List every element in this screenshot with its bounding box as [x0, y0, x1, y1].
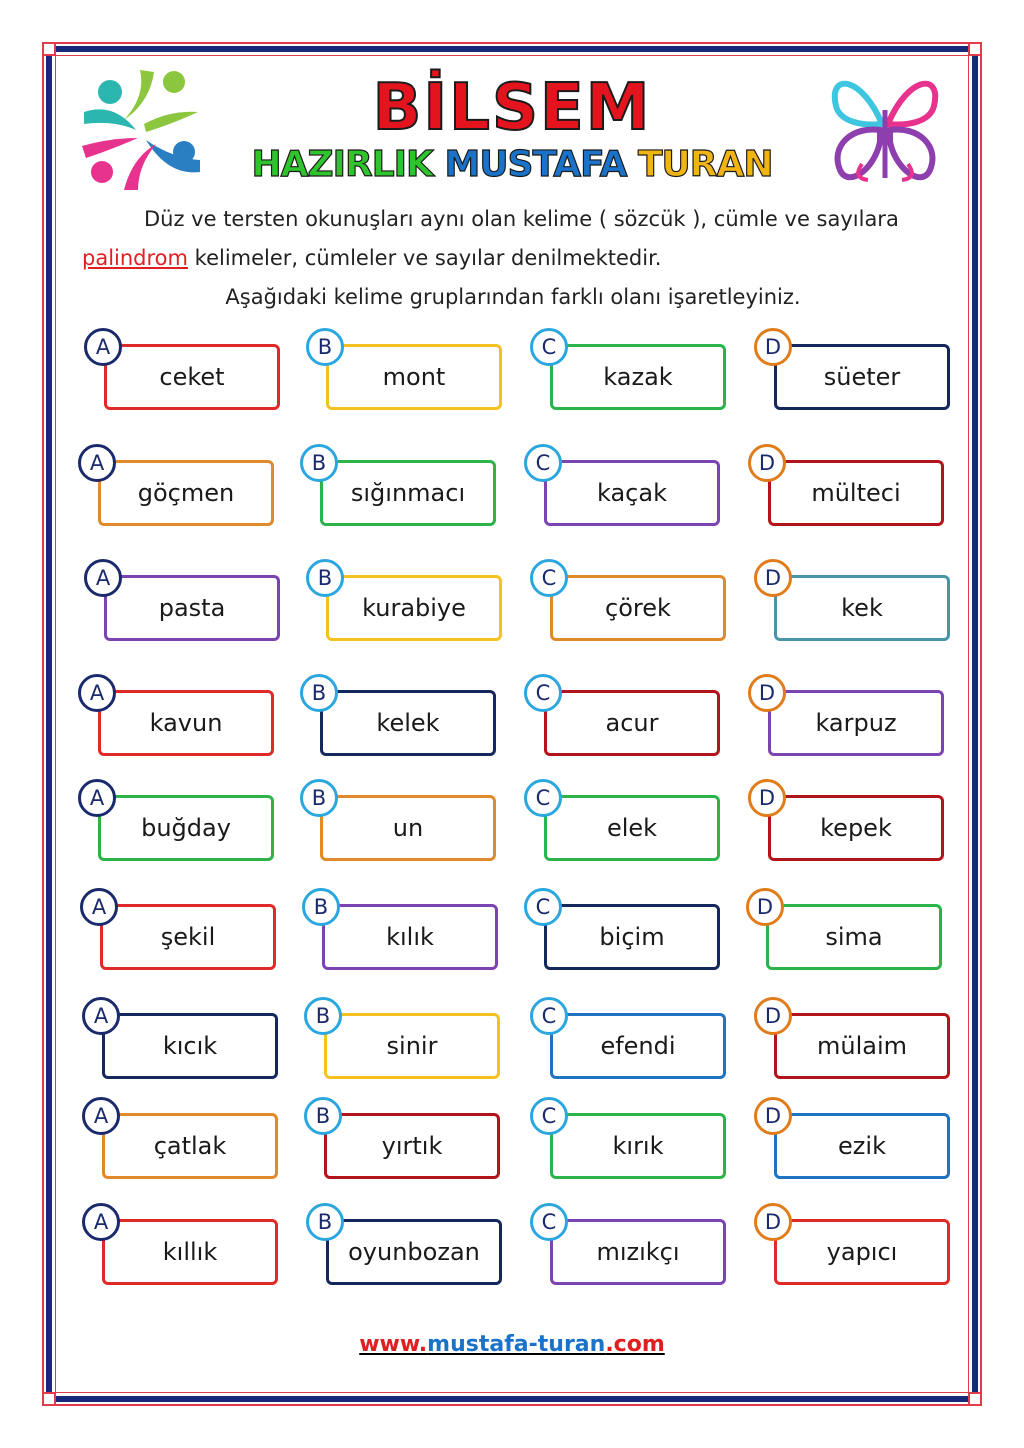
option-letter-badge[interactable]: D	[748, 779, 786, 817]
option-word: kelek	[376, 709, 440, 737]
option-word: çörek	[605, 594, 671, 622]
option-letter-badge[interactable]: B	[304, 997, 342, 1035]
option-card[interactable]	[306, 451, 496, 526]
option-word: mülaim	[816, 1032, 907, 1060]
option-card[interactable]	[90, 566, 280, 641]
url-suffix: .com	[605, 1332, 665, 1357]
option-letter-badge[interactable]: C	[530, 997, 568, 1035]
instructions-question: Aşağıdaki kelime gruplarından farklı olanı işaretleyiniz.	[225, 285, 801, 309]
url-domain: mustafa-turan	[427, 1332, 606, 1357]
option-word: acur	[605, 709, 659, 737]
option-card[interactable]	[88, 1004, 278, 1079]
option-card[interactable]	[306, 786, 496, 861]
instructions-text: kelimeler, cümleler ve sayılar denilmektedir.	[187, 246, 662, 270]
option-word: kılık	[386, 923, 434, 951]
option-card[interactable]	[530, 451, 720, 526]
option-card[interactable]	[86, 895, 276, 970]
option-letter-badge[interactable]: B	[306, 1203, 344, 1241]
option-letter-badge[interactable]: B	[306, 559, 344, 597]
option-letter-badge[interactable]: A	[82, 1097, 120, 1135]
subtitle-part: MUSTAFA	[444, 144, 627, 185]
option-card[interactable]	[536, 335, 726, 410]
page-subtitle	[0, 142, 1024, 188]
option-letter-badge[interactable]: A	[82, 997, 120, 1035]
option-word: kaçak	[597, 479, 667, 507]
option-word: süeter	[823, 363, 901, 391]
option-card[interactable]	[312, 335, 502, 410]
option-card[interactable]	[310, 1104, 500, 1179]
option-word: mont	[382, 363, 446, 391]
option-letter-badge[interactable]: B	[304, 1097, 342, 1135]
option-card[interactable]	[530, 895, 720, 970]
instructions-line: Düz ve tersten okunuşları aynı olan kelime ( sözcük ), cümle ve sayılara	[144, 207, 899, 231]
option-card[interactable]	[84, 681, 274, 756]
option-letter-badge[interactable]: B	[306, 328, 344, 366]
website-link[interactable]	[0, 1332, 1024, 1357]
option-card[interactable]	[530, 786, 720, 861]
option-word: yırtık	[381, 1132, 443, 1160]
option-letter-badge[interactable]: C	[530, 1203, 568, 1241]
option-card[interactable]	[752, 895, 942, 970]
option-card[interactable]	[760, 566, 950, 641]
option-word: kurabiye	[362, 594, 466, 622]
option-word: un	[392, 814, 424, 842]
option-card[interactable]	[760, 1104, 950, 1179]
option-word: şekil	[160, 923, 216, 951]
option-word: mülteci	[811, 479, 901, 507]
option-card[interactable]	[306, 681, 496, 756]
option-card[interactable]	[88, 1104, 278, 1179]
option-card[interactable]	[88, 1210, 278, 1285]
option-word: kazak	[603, 363, 673, 391]
option-card[interactable]	[84, 786, 274, 861]
option-letter-badge[interactable]: A	[80, 888, 118, 926]
option-letter-badge[interactable]: A	[78, 674, 116, 712]
option-word: buğday	[141, 814, 231, 842]
option-word: oyunbozan	[348, 1238, 480, 1266]
option-letter-badge[interactable]: C	[524, 888, 562, 926]
option-letter-badge[interactable]: D	[746, 888, 784, 926]
option-card[interactable]	[754, 451, 944, 526]
option-letter-badge[interactable]: A	[78, 779, 116, 817]
option-card[interactable]	[90, 335, 280, 410]
option-letter-badge[interactable]: A	[84, 328, 122, 366]
option-word: kepek	[820, 814, 892, 842]
option-word: göçmen	[137, 479, 235, 507]
option-word: kıllık	[162, 1238, 218, 1266]
option-letter-badge[interactable]: B	[300, 779, 338, 817]
option-card[interactable]	[536, 1210, 726, 1285]
option-word: pasta	[158, 594, 226, 622]
option-letter-badge[interactable]: B	[302, 888, 340, 926]
option-card[interactable]	[530, 681, 720, 756]
option-letter-badge[interactable]: D	[754, 1203, 792, 1241]
option-card[interactable]	[84, 451, 274, 526]
option-word: mızıkçı	[596, 1238, 680, 1266]
option-letter-badge[interactable]: C	[530, 328, 568, 366]
option-letter-badge[interactable]: D	[754, 1097, 792, 1135]
border-corner	[968, 1392, 982, 1406]
subtitle-part: HAZIRLIK	[251, 144, 433, 185]
option-word: sima	[825, 923, 883, 951]
option-letter-badge[interactable]: C	[524, 444, 562, 482]
option-word: kıcık	[162, 1032, 218, 1060]
option-letter-badge[interactable]: A	[84, 559, 122, 597]
option-word: yapıcı	[826, 1238, 898, 1266]
option-word: karpuz	[815, 709, 897, 737]
option-word: kek	[841, 594, 883, 622]
border-corner	[42, 42, 56, 56]
page-title: BİLSEM	[372, 71, 652, 145]
option-card[interactable]	[760, 1210, 950, 1285]
option-card[interactable]	[312, 566, 502, 641]
option-letter-badge[interactable]: A	[78, 444, 116, 482]
instructions-line	[82, 239, 944, 278]
option-letter-badge[interactable]: D	[754, 997, 792, 1035]
option-word: çatlak	[153, 1132, 227, 1160]
option-letter-badge[interactable]: D	[748, 674, 786, 712]
option-card[interactable]	[536, 1104, 726, 1179]
option-card[interactable]	[308, 895, 498, 970]
option-letter-badge[interactable]: B	[300, 444, 338, 482]
border-corner	[968, 42, 982, 56]
option-card[interactable]	[312, 1210, 502, 1285]
option-card[interactable]	[754, 786, 944, 861]
option-word: kavun	[149, 709, 223, 737]
subtitle-part: TURAN	[637, 144, 773, 185]
option-word: kırık	[612, 1132, 664, 1160]
option-letter-badge[interactable]: D	[754, 328, 792, 366]
option-card[interactable]	[760, 335, 950, 410]
option-letter-badge[interactable]: C	[530, 1097, 568, 1135]
option-letter-badge[interactable]: A	[82, 1203, 120, 1241]
url-prefix: www.	[359, 1332, 428, 1357]
option-word: ezik	[838, 1132, 886, 1160]
option-word: biçim	[599, 923, 665, 951]
option-card[interactable]	[536, 1004, 726, 1079]
palindrom-term: palindrom	[82, 246, 188, 270]
option-letter-badge[interactable]: C	[524, 779, 562, 817]
option-word: efendi	[600, 1032, 676, 1060]
border-corner	[42, 1392, 56, 1406]
option-letter-badge[interactable]: C	[524, 674, 562, 712]
option-word: sığınmacı	[350, 479, 466, 507]
option-card[interactable]	[760, 1004, 950, 1079]
option-word: elek	[606, 814, 658, 842]
option-letter-badge[interactable]: B	[300, 674, 338, 712]
option-word: sinir	[386, 1032, 438, 1060]
option-word: ceket	[159, 363, 225, 391]
option-letter-badge[interactable]: D	[748, 444, 786, 482]
option-card[interactable]	[310, 1004, 500, 1079]
option-card[interactable]	[536, 566, 726, 641]
option-letter-badge[interactable]: D	[754, 559, 792, 597]
option-card[interactable]	[754, 681, 944, 756]
instructions	[82, 200, 944, 317]
option-letter-badge[interactable]: C	[530, 559, 568, 597]
